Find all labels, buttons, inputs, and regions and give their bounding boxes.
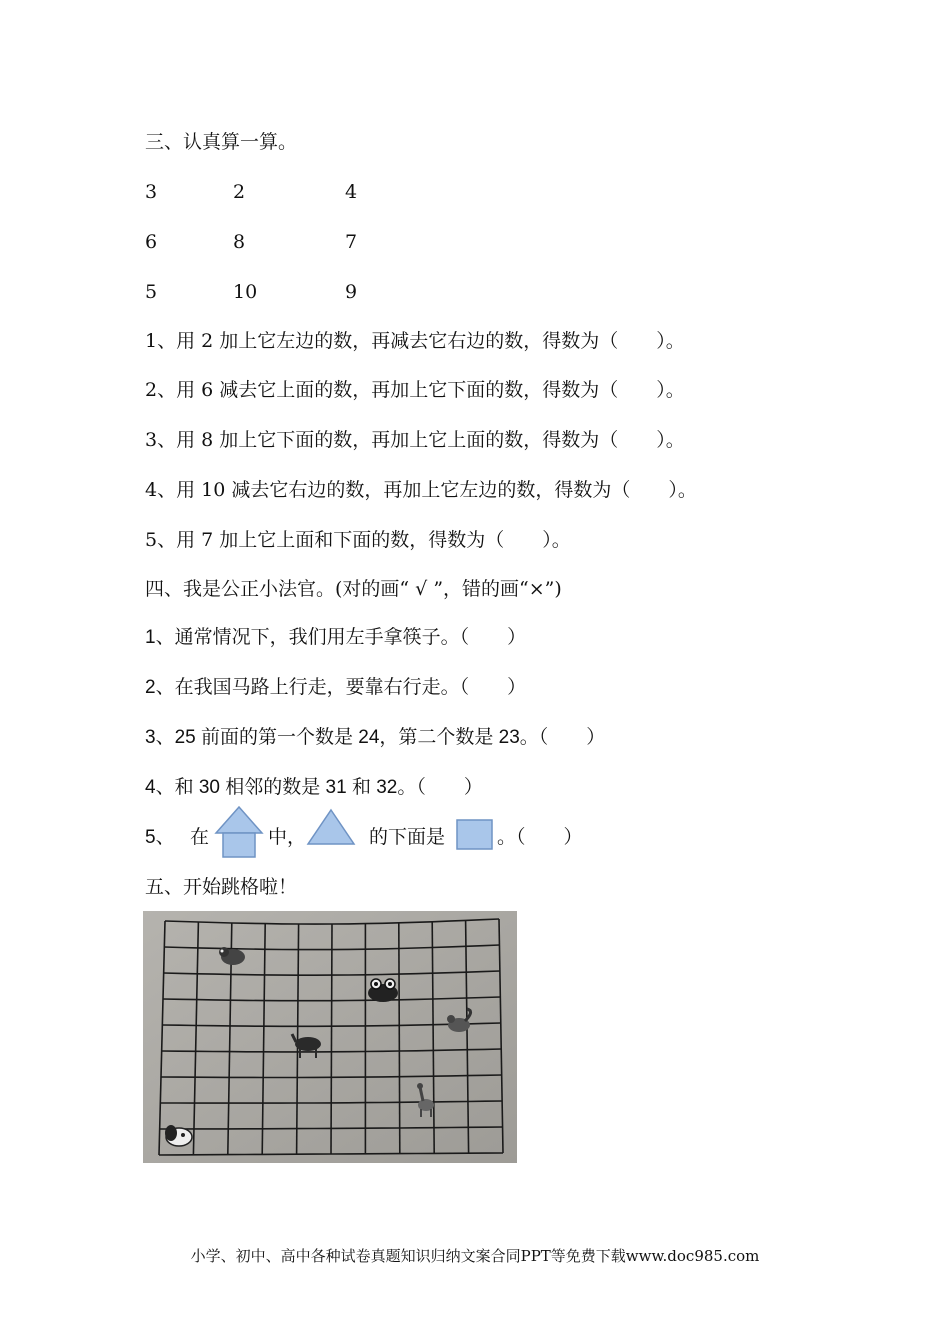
- section4-title: 四、我是公正小法官。(对的画“ √ ”，错的画“×”): [145, 578, 562, 600]
- judge-item-4: 4、和 30 相邻的数是 31 和 32。（ ）: [145, 777, 483, 798]
- grid-cell: 7: [345, 231, 358, 253]
- judge-item-1: 1、通常情况下，我们用左手拿筷子。（ ）: [145, 627, 527, 648]
- section5-title: 五、开始跳格啦！: [145, 876, 298, 898]
- grid-cell: 4: [345, 181, 358, 203]
- footer-text: 小学、初中、高中各种试卷真题知识归纳文案合同PPT等免费下载www.doc985.com: [190, 1247, 760, 1265]
- item5-prefix: 5、: [145, 827, 175, 848]
- grid-photo: [143, 911, 517, 1163]
- grid-cell: 3: [145, 181, 158, 203]
- grid-cell: 2: [233, 181, 246, 203]
- grid-cell: 10: [233, 281, 258, 303]
- item5-text-middle: 中，: [268, 827, 307, 848]
- grid-cell: 6: [145, 231, 158, 253]
- item5-text-below: 的下面是: [369, 827, 446, 848]
- judge-item-3: 3、25 前面的第一个数是 24，第二个数是 23。（ ）: [145, 727, 606, 748]
- item5-text-end: 。（ ）: [497, 827, 583, 848]
- grid-line-vertical: [331, 924, 332, 1154]
- grid-cell: 9: [345, 281, 358, 303]
- question-3: 3、用 8 加上它下面的数，再加上它上面的数，得数为（ ）。: [145, 429, 685, 451]
- item5-text-in: 在: [190, 827, 210, 848]
- judge-item-2: 2、在我国马路上行走，要靠右行走。（ ）: [145, 677, 527, 698]
- grid-cell: 5: [145, 281, 158, 303]
- section3-title: 三、认真算一算。: [145, 131, 298, 153]
- square-shape-icon: [456, 819, 494, 851]
- question-1: 1、用 2 加上它左边的数，再减去它右边的数，得数为（ ）。: [145, 330, 685, 352]
- house-shape-icon: [214, 805, 264, 859]
- grid-line-vertical: [399, 923, 400, 1154]
- question-4: 4、用 10 减去它右边的数，再加上它左边的数，得数为（ ）。: [145, 479, 697, 501]
- grid-cell: 8: [233, 231, 246, 253]
- question-5: 5、用 7 加上它上面和下面的数，得数为（ ）。: [145, 529, 571, 551]
- triangle-shape-icon: [306, 808, 356, 848]
- question-2: 2、用 6 减去它上面的数，再加上它下面的数，得数为（ ）。: [145, 379, 685, 401]
